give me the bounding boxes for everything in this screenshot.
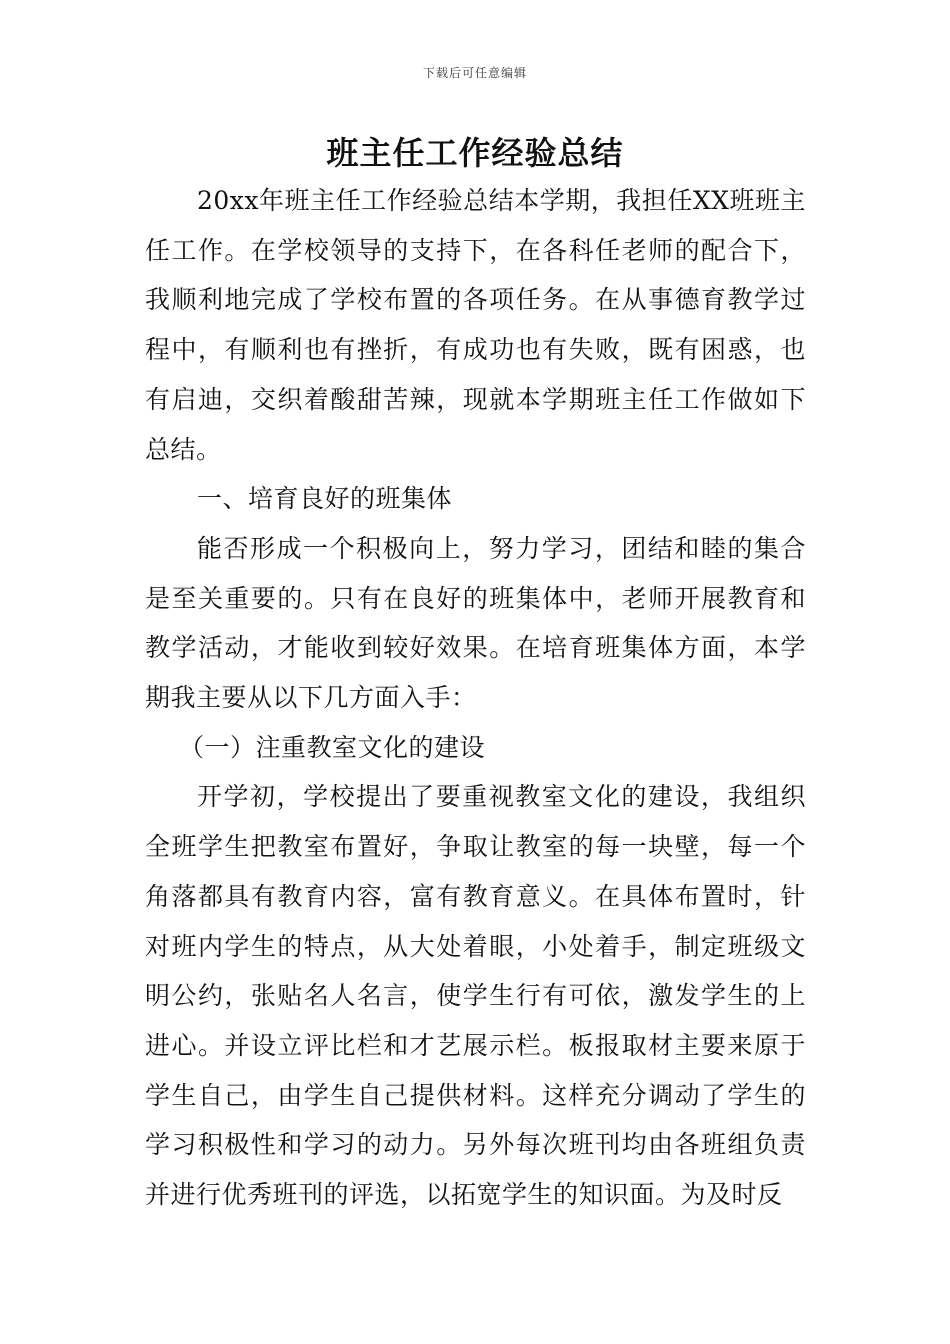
subsection-paragraph-1: 开学初，学校提出了要重视教室文化的建设，我组织全班学生把教室布置好，争取让教室的每一块壁，每一个角落都具有教育内容，富有教育意义。在具体布置时，针对班内学生的特点，从大处着眼，小处着手，制定班级文明公约，张贴名人名言，使学生行有可依，激发学生的上进心。并设立评比栏和才艺展示栏。板报取材主要来原于学生自己，由学生自己提供材料。这样充分调动了学生的学习积极性和学习的动力。另外每次班刊均由各班组负责并进行优秀班刊的评选，以拓宽学生的知识面。为及时反 xyxy=(145,782,806,1210)
section-paragraph-1: 能否形成一个积极向上，努力学习，团结和睦的集合是至关重要的。只有在良好的班集体中，老师开展教育和教学活动，才能收到较好效果。在培育班集体方面，本学期我主要从以下几方面入手： xyxy=(145,533,806,713)
header-note: 下载后可任意编辑 xyxy=(422,66,527,80)
document-body xyxy=(145,176,806,1220)
subsection-heading-1: （一）注重教室文化的建设 xyxy=(179,732,486,762)
page-title: 班主任工作经验总结 xyxy=(326,134,624,172)
section-heading-1: 一、培育良好的班集体 xyxy=(197,484,453,514)
intro-paragraph: 20xx年班主任工作经验总结本学期，我担任XX班班主任工作。在学校领导的支持下，在各科任老师的配合下，我顺利地完成了学校布置的各项任务。在从事德育教学过程中，有顺利也有挫折，有成功也有失败，既有困惑，也有启迪，交织着酸甜苦辣，现就本学期班主任工作做如下总结。 xyxy=(145,186,806,464)
